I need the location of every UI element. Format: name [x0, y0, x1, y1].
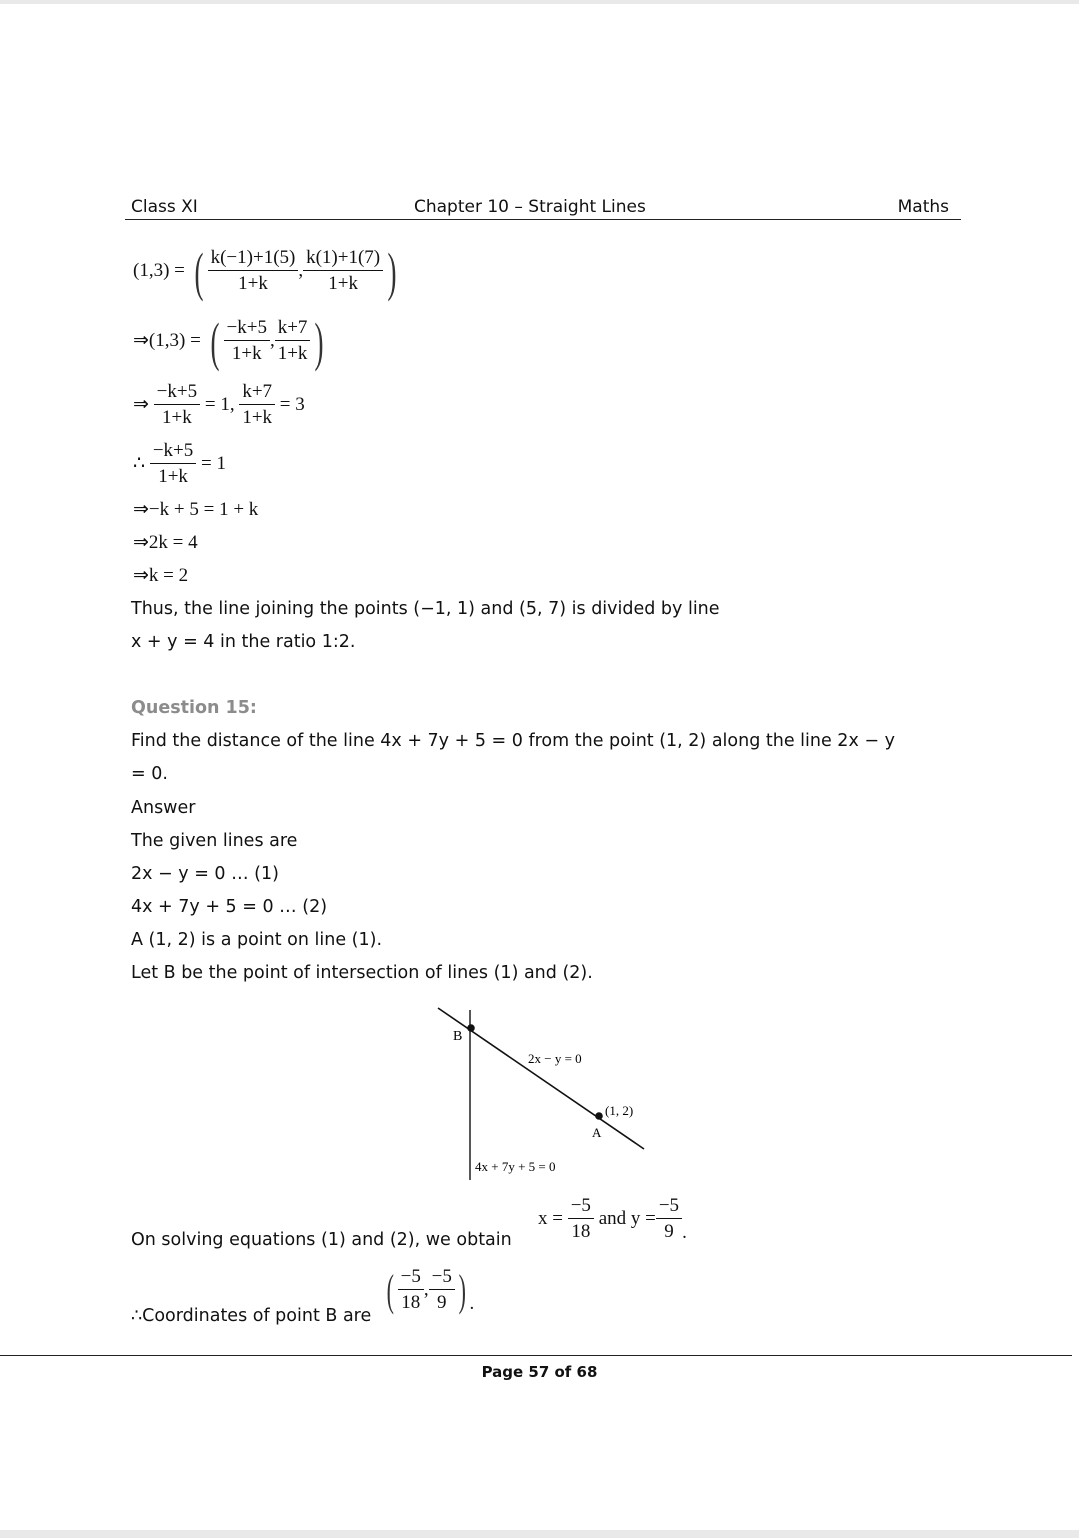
fraction-numerator: −k+5	[154, 380, 200, 405]
x-label: x =	[538, 1207, 563, 1229]
coordinates-text: ∴Coordinates of point B are	[131, 1306, 372, 1326]
period: .	[682, 1221, 687, 1243]
fraction-numerator: k+7	[239, 380, 275, 405]
fraction-denominator: 1+k	[277, 343, 308, 364]
b-y-denominator: 9	[436, 1292, 447, 1313]
fraction-denominator: 1+k	[238, 273, 268, 294]
b-x-denominator: 18	[401, 1292, 421, 1313]
answer-label: Answer	[131, 798, 196, 818]
header-subject: Maths	[897, 197, 949, 217]
math-line-7: ⇒k = 2	[133, 565, 189, 586]
math-line-3	[133, 380, 305, 431]
y-numerator: −5	[656, 1194, 682, 1219]
point-b-dot	[467, 1024, 475, 1032]
point-b-coordinates: ( $\frac{-5}{18}$ , $\frac{-5}{9}$ ) .	[386, 1265, 475, 1315]
equation-1: 2x − y = 0 … (1)	[131, 864, 279, 884]
fraction-numerator: k(−1)+1(5)	[208, 246, 299, 271]
intersection-figure	[430, 1000, 660, 1185]
y-label: and y =	[598, 1207, 656, 1229]
page-number: Page 57 of 68	[481, 1363, 598, 1381]
question-label: Question 15:	[131, 698, 257, 718]
math-lhs: ⇒(1,3) =	[133, 329, 201, 351]
therefore-symbol: ∴	[133, 452, 146, 474]
fraction-denominator: 1+k	[231, 343, 262, 364]
math-line-5: ⇒−k + 5 = 1 + k	[133, 499, 259, 520]
b-x-numerator: −5	[398, 1265, 424, 1290]
point-a-dot	[595, 1112, 603, 1120]
x-numerator: −5	[568, 1194, 594, 1219]
conclusion-line-1: Thus, the line joining the points (−1, 1) and (5, 7) is divided by line	[131, 599, 720, 619]
fraction-numerator: −k+5	[224, 316, 270, 341]
answer-text: The given lines are	[131, 831, 298, 851]
fraction-denominator: 1+k	[242, 407, 273, 428]
question-text-2: = 0.	[131, 764, 168, 784]
solving-text: On solving equations (1) and (2), we obtain	[131, 1230, 512, 1250]
math-line-2: ⇒(1,3) = ( $\frac{-k+5}{1+k}$ , $\frac{k+7}{1+k}$ )	[133, 311, 324, 372]
equation-2: 4x + 7y + 5 = 0 … (2)	[131, 897, 328, 917]
label-a-coordinate: (1, 2)	[605, 1103, 634, 1118]
math-line-1: (1,3) = ( $\frac{k(-1)+1(5)}{1+k}$ , $\frac{k(1)+1(7)}{1+k}$ )	[133, 241, 397, 302]
math-line-6: ⇒2k = 4	[133, 532, 198, 553]
page-header	[125, 197, 961, 220]
header-chapter: Chapter 10 – Straight Lines	[414, 197, 646, 217]
label-line-2: 4x + 7y + 5 = 0	[475, 1159, 556, 1174]
math-text: = 1	[201, 452, 226, 474]
label-a: A	[592, 1125, 602, 1140]
period: .	[469, 1292, 475, 1314]
y-denominator: 9	[664, 1221, 674, 1242]
fraction-denominator: 1+k	[328, 273, 358, 294]
point-a-text: A (1, 2) is a point on line (1).	[131, 930, 383, 950]
conclusion-line-2: x + y = 4 in the ratio 1:2.	[131, 632, 356, 652]
math-lhs: (1,3) =	[133, 259, 185, 281]
solution-values	[538, 1194, 687, 1245]
x-denominator: 18	[571, 1221, 591, 1242]
footer-divider	[0, 1355, 1072, 1356]
math-line-4	[133, 439, 226, 490]
label-line-1: 2x − y = 0	[528, 1051, 582, 1066]
math-text: = 3	[279, 393, 305, 415]
label-b: B	[453, 1029, 463, 1044]
header-class: Class XI	[131, 197, 198, 217]
fraction-numerator: k(1)+1(7)	[303, 246, 383, 271]
b-y-numerator: −5	[429, 1265, 455, 1290]
math-text: = 1,	[204, 393, 235, 415]
implies-symbol: ⇒	[133, 393, 149, 415]
fraction-denominator: 1+k	[162, 407, 192, 428]
question-text-1: Find the distance of the line 4x + 7y + 5 = 0 from the point (1, 2) along the line 2x − y	[131, 731, 895, 751]
fraction-numerator: k+7	[275, 316, 311, 341]
point-b-text: Let B be the point of intersection of lines (1) and (2).	[131, 963, 593, 983]
fraction-numerator: −k+5	[150, 439, 196, 464]
fraction-denominator: 1+k	[158, 466, 188, 487]
